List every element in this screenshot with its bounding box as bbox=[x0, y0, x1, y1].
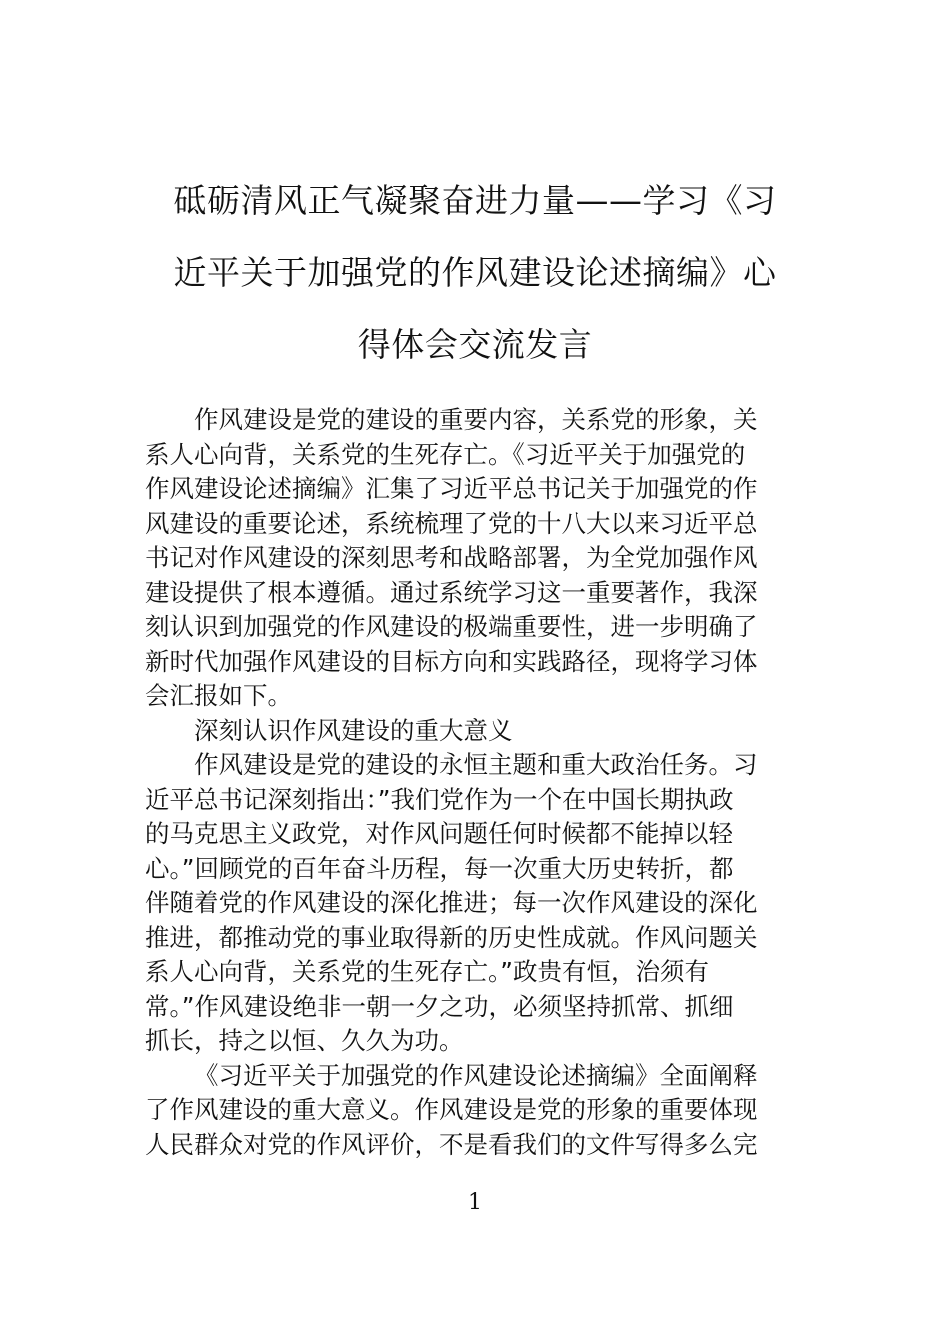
section-heading: 深刻认识作风建设的重大意义 bbox=[194, 715, 513, 745]
paragraph-line: 近平总书记深刻指出：”我们党作为一个在中国长期执政 bbox=[145, 784, 734, 814]
document-title bbox=[140, 165, 810, 381]
title-line: 得体会交流发言 bbox=[357, 325, 593, 364]
paragraph-line: 作风建设是党的建设的永恒主题和重大政治任务。习 bbox=[194, 750, 758, 779]
paragraph-line: 刻认识到加强党的作风建设的极端重要性，进一步明确了 bbox=[145, 612, 758, 641]
paragraph-line: 常。”作风建设绝非一朝一夕之功，必须坚持抓常、抓细 bbox=[145, 991, 734, 1021]
paragraph-line: 心。”回顾党的百年奋斗历程，每一次重大历史转折，都 bbox=[145, 853, 734, 883]
paragraph-line: 的马克思主义政党，对作风问题任何时候都不能掉以轻 bbox=[145, 819, 733, 848]
paragraph-line: 作风建设是党的建设的重要内容，关系党的形象，关 bbox=[194, 405, 758, 434]
title-line: 砥砺清风正气凝聚奋进力量——学习《习 bbox=[173, 181, 777, 220]
paragraph-line: 推进，都推动党的事业取得新的历史性成就。作风问题关 bbox=[145, 922, 758, 952]
document-body bbox=[145, 403, 810, 1162]
paragraph-line: 伴随着党的作风建设的深化推进；每一次作风建设的深化 bbox=[145, 888, 758, 917]
paragraph-line: 《习近平关于加强党的作风建设论述摘编》全面阐释 bbox=[194, 1060, 758, 1090]
page-number: 1 bbox=[468, 1190, 482, 1215]
paragraph-line: 系人心向背，关系党的生死存亡。《习近平关于加强党的 bbox=[145, 439, 746, 469]
paragraph-line: 作风建设论述摘编》汇集了习近平总书记关于加强党的作 bbox=[145, 474, 758, 503]
paragraph-line: 风建设的重要论述，系统梳理了党的十八大以来习近平总 bbox=[145, 508, 758, 538]
paragraph-line: 系人心向背，关系党的生死存亡。”政贵有恒，治须有 bbox=[145, 957, 709, 986]
paragraph-line: 书记对作风建设的深刻思考和战略部署，为全党加强作风 bbox=[145, 543, 758, 572]
paragraph-line: 新时代加强作风建设的目标方向和实践路径，现将学习体 bbox=[145, 646, 758, 676]
paragraph-line: 抓长，持之以恒、久久为功。 bbox=[145, 1026, 464, 1055]
paragraph-line: 建设提供了根本遵循。通过系统学习这一重要著作，我深 bbox=[145, 577, 758, 607]
paragraph-line: 人民群众对党的作风评价，不是看我们的文件写得多么完 bbox=[145, 1129, 758, 1159]
paragraph-line: 会汇报如下。 bbox=[145, 681, 292, 710]
paragraph-line: 了作风建设的重大意义。作风建设是党的形象的重要体现 bbox=[145, 1095, 758, 1124]
title-line: 近平关于加强党的作风建设论述摘编》心 bbox=[173, 253, 777, 292]
